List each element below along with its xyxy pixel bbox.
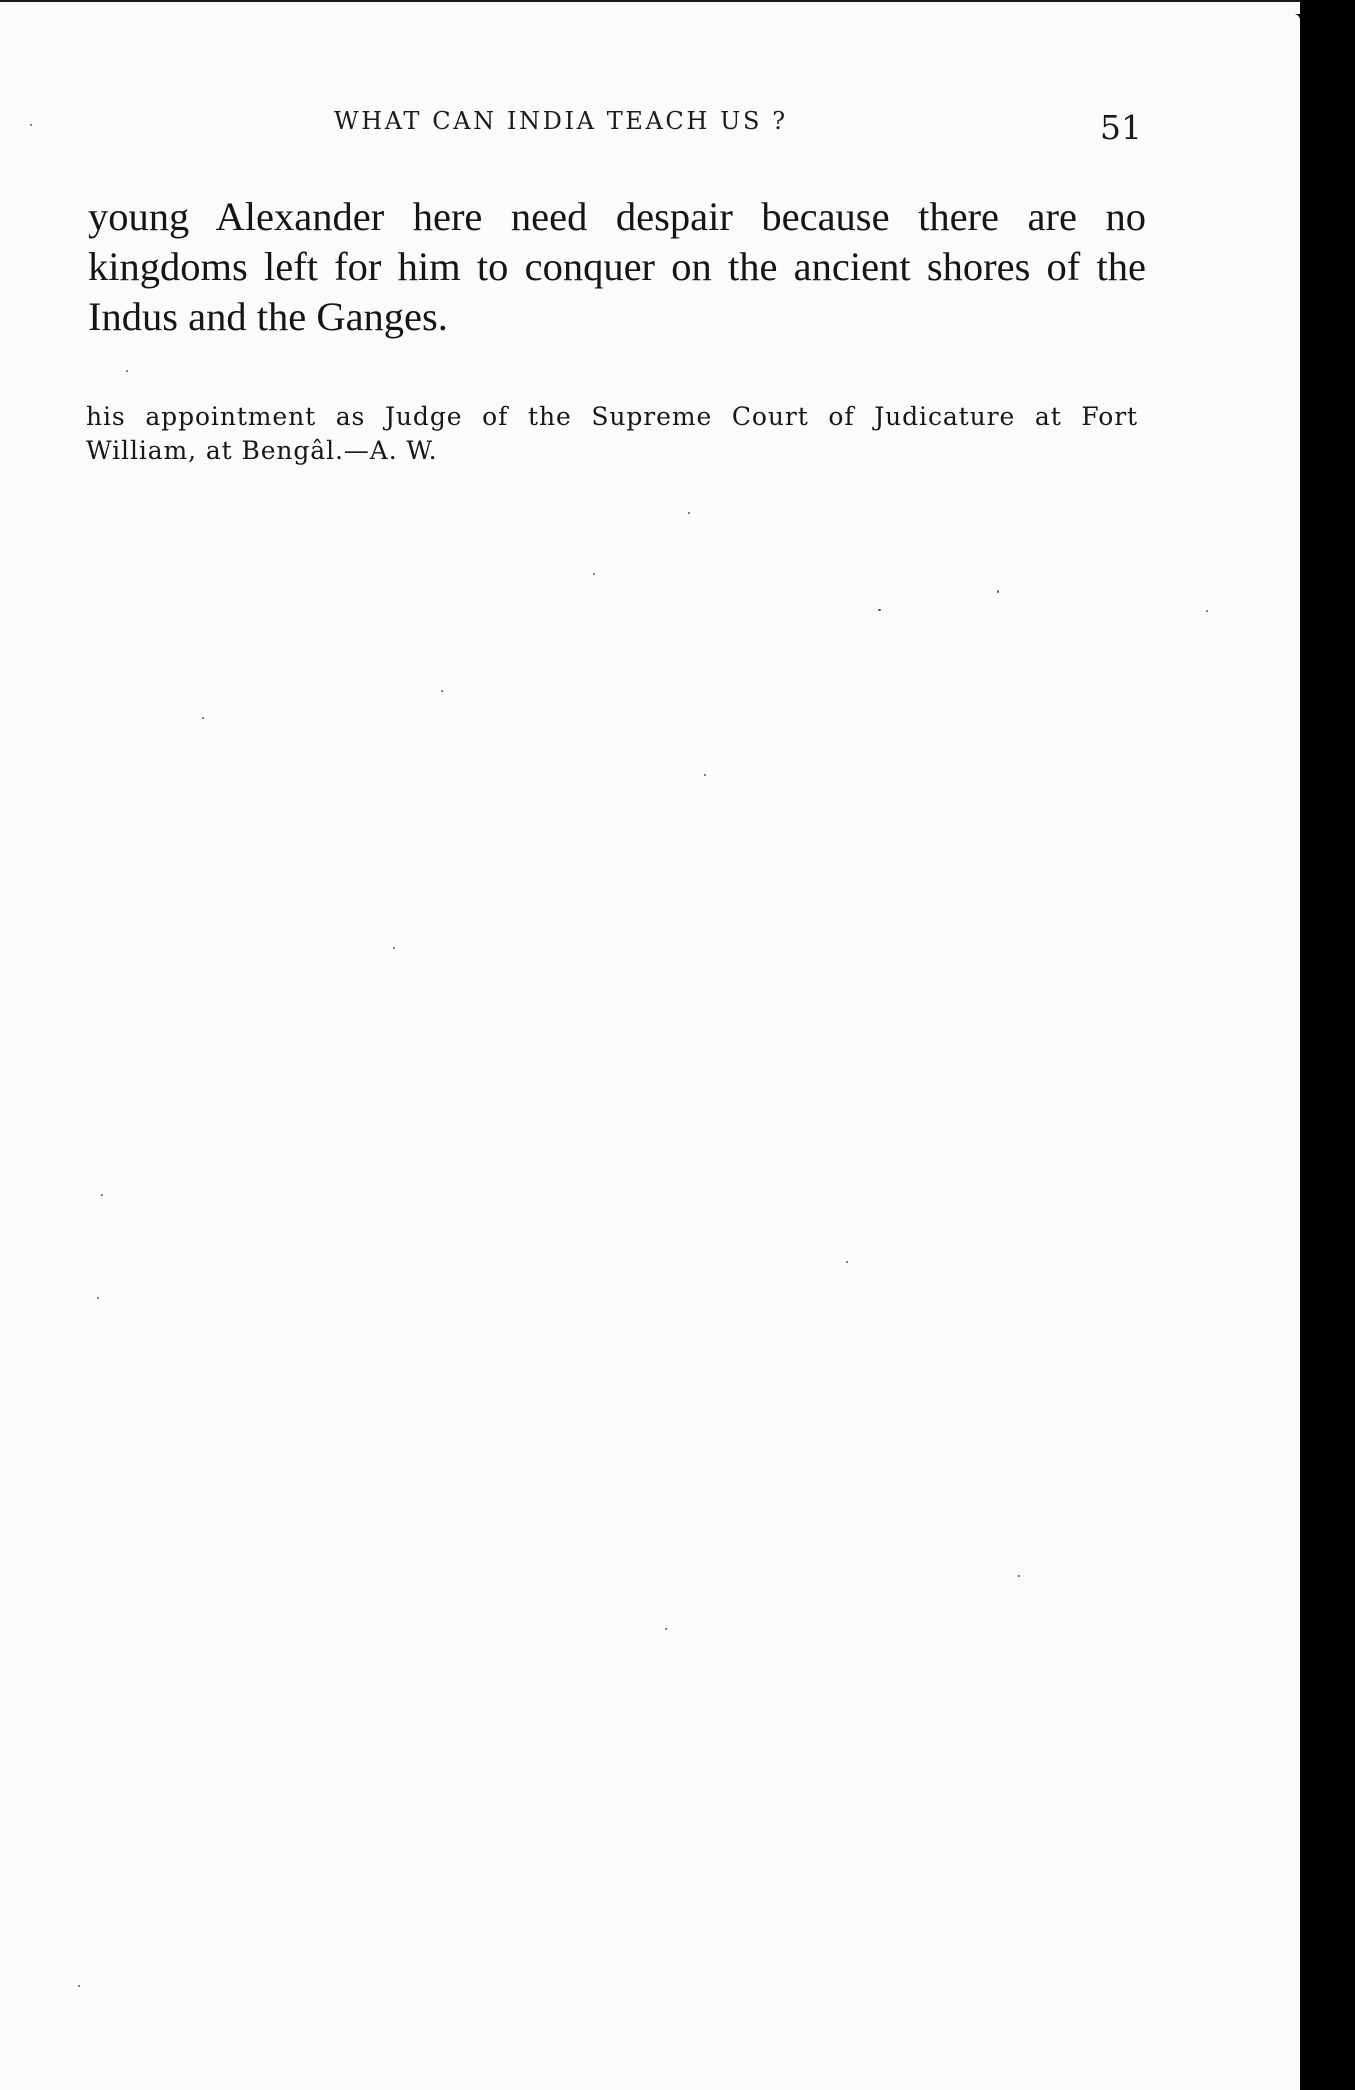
footnote: his appointment as Judge of the Supreme Court of Judicature at Fort William, at Bengâl.—A. W.	[86, 402, 1138, 465]
page-top-edge	[0, 0, 1300, 14]
scan-speck	[846, 1261, 848, 1263]
page-number: 51	[1100, 108, 1142, 147]
scan-speck	[97, 1297, 99, 1299]
scan-speck	[30, 124, 32, 126]
body-paragraph: young Alexander here need despair because there are no kingdoms left for him to conquer on the ancient shores of the Indus and the Ganges.	[88, 194, 1146, 339]
scan-speck	[878, 609, 881, 611]
running-header	[0, 106, 1300, 146]
scan-speck	[1018, 1575, 1020, 1577]
scan-speck	[101, 1194, 103, 1196]
scan-speck	[202, 717, 204, 719]
running-title: WHAT CAN INDIA TEACH US ?	[334, 107, 788, 135]
scan-speck	[997, 590, 999, 593]
scan-speck	[441, 690, 443, 692]
scan-speck	[78, 1985, 80, 1987]
scan-speck	[665, 1628, 667, 1630]
scan-speck	[126, 370, 128, 372]
scan-speck	[393, 947, 395, 949]
scan-speck	[688, 512, 690, 514]
scan-speck	[1206, 610, 1208, 612]
scan-speck	[704, 774, 706, 776]
scan-speck	[593, 573, 595, 575]
